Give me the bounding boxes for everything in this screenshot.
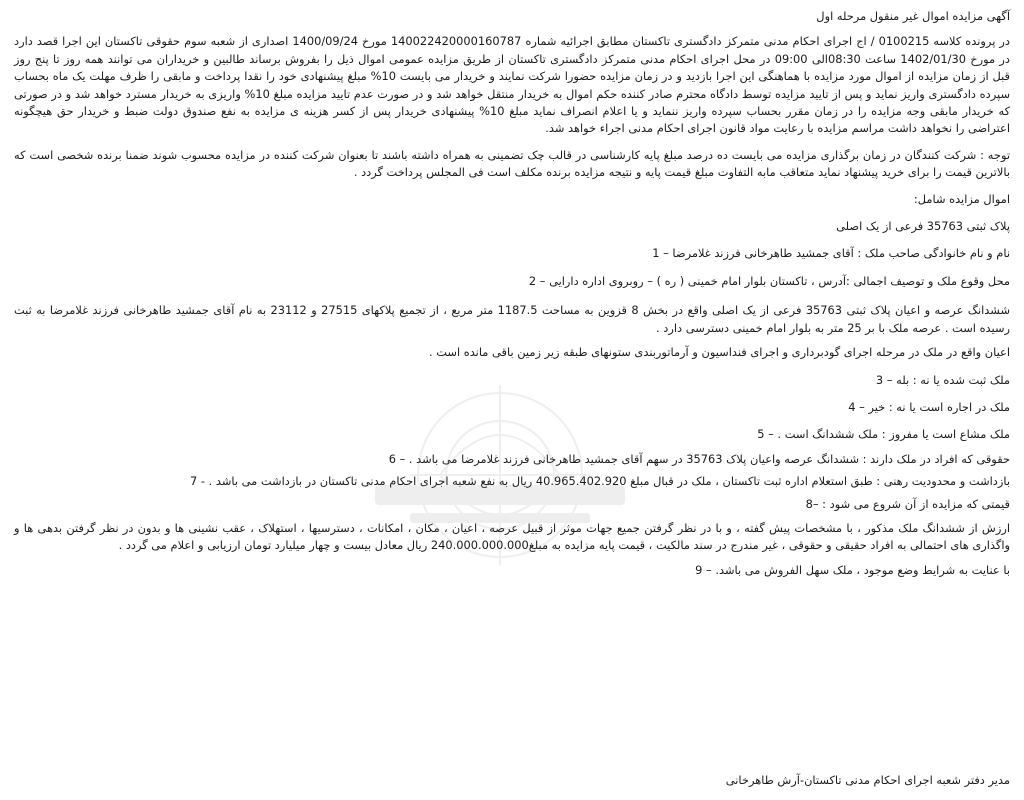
- signature-line: مدیر دفتر شعبه اجرای احکام مدنی تاکستان-آرش طاهرخانی: [725, 773, 1010, 787]
- item-6-rights: حقوقی که افراد در ملک دارند : ششدانگ عرصه واعیان پلاک 35763 در سهم آقای جمشید طاهرخانی فرزند غلامرضا می باشد . – 6: [388, 451, 1010, 466]
- notice-title: آگهی مزایده اموال غیر منقول مرحله اول: [816, 9, 1010, 23]
- construction-status: اعیان واقع در ملک در مرحله اجرای گودبرداری و اجرای فنداسیون و آرماتوربندی ستونهای طبقه زیر زمین باقی مانده است .: [428, 345, 1010, 360]
- item-5-ownership-type: ملک مشاع است یا مفروز : ملک ششدانگ است . – 5: [757, 427, 1010, 442]
- notice-paragraph: توجه : شرکت کنندگان در زمان برگذاری مزایده می بایست ده درصد مبلغ پایه کارشناسی در قالب چک تضمینی به همراه داشته باشند تا بعنوان شرکت کننده در مزایده محسوب شوند ضمنا برنده شخصی است که بالاترین قیمت را برای خرید پیشنهاد نماید متعاقب مابه التفاوت مبلغ قیمت پایه و نتیجه مزایده برنده مکلف است فی المجلس پرداخت گردد .: [14, 147, 1010, 180]
- item-8-start-price: قیمتی که مزایده از آن شروع می شود : –8: [805, 496, 1010, 511]
- property-description: ششدانگ عرصه و اعیان پلاک ثبتی 35763 فرعی از یک اصلی واقع در بخش 8 قزوین به مساحت 1187.5 متر مربع ، از تجمیع پلاکهای 27515 و 23112 به نام آقای جمشید طاهرخانی فرزند غلامرضا به ثبت رسیده است . عرصه ملک با بر 25 متر به بلوار امام خمینی دسترسی دارد .: [14, 303, 1010, 335]
- item-4-lease: ملک در اجاره است یا نه : خیر – 4: [848, 399, 1010, 414]
- plate-line: پلاک ثبتی 35763 فرعی از یک اصلی: [836, 219, 1010, 234]
- items-header: اموال مزایده شامل:: [913, 191, 1010, 206]
- intro-paragraph: در پرونده کلاسه 0100215 / اج اجرای احکام مدنی متمرکز دادگستری تاکستان مطابق اجرائیه شماره 140022420000160787 مورخ 1400/09/24 اصداری از شعبه سوم حقوقی تاکستان این اجرا قصد دارد در مورخ 1402/01/30 ساعت 08:30الی 09:00 در محل اجرای احکام مدنی متمرکز دادگستری تاکستان از طریق مزایده عمومی اموال ذیل را بفروش برساند طالبین و خریداران می توانند همه روز تا پنج روز قبل از زمان مزایده از اموال مورد مزایده با هماهنگی این اجرا بازدید و در زمان مزایده حضورا شرکت نمایند و خریدار می بایست 10% مبلغ پیشنهادی خود را نقدا پرداخت و مابقی را ظرف مهلت یک ماه بحساب سپرده دادگستری واریز نماید و پس از تایید مزایده توسط دادگاه محترم صادر کننده حکم اموال به خریدار منتقل خواهد شد و در صورت عدم تایید مزایده مبلغ 10% واریزی به خریدار مسترد خواهد شد و در صورتی که خریدار مابقی وجه مزایده را در زمان مقرر بحساب سپرده واریز ننماید و یا اعلام انصراف نماید مبلغ 10% پیشنهادی خریدار پس از کسر هزینه ی مزایده به نفع صندوق دولت ضبط و خریدار حق هیچگونه اعتراضی را نخواهد داشت مراسم مزایده با رعایت مواد قانون اجرای احکام مدنی اجراء خواهد شد.: [14, 34, 1010, 136]
- item-9-saleability: با عنایت به شرایط وضع موجود ، ملک سهل الفروش می باشد. – 9: [695, 562, 1010, 577]
- item-7-restrictions: بازداشت و محدودیت رهنی : طبق استعلام اداره ثبت تاکستان ، ملک در قبال مبلغ 40.965.402.920 ریال به نفع شعبه اجرای احکام مدنی تاکستان در بازداشت می باشد . - 7: [190, 474, 1010, 489]
- item-2-location: محل وقوع ملک و توصیف اجمالی :آدرس ، تاکستان بلوار امام خمینی ( ره ) – روبروی اداره دارایی – 2: [528, 273, 1010, 288]
- item-3-registered: ملک ثبت شده یا نه : بله – 3: [875, 372, 1010, 387]
- valuation-paragraph: ارزش از ششدانگ ملک مذکور ، با مشخصات پیش گفته ، و با در نظر گرفتن جمیع جهات موثر از قبیل عرصه ، اعیان ، مکان ، امکانات ، دسترسیها ، استهلاک ، عقب نشینی ها و بدون در نظر گرفتن بدهی ها و واگذاری های احتمالی به افراد حقیقی و حقوقی ، غیر مندرج در سند مالکیت ، قیمت پایه مزایده به مبلغ240.000.000.000 ریال معادل بیست و چهار میلیارد تومان ارزیابی و اعلام می گردد .: [14, 520, 1010, 553]
- item-1-owner: نام و نام خانوادگی صاحب ملک : آقای جمشید طاهرخانی فرزند غلامرضا – 1: [652, 246, 1010, 261]
